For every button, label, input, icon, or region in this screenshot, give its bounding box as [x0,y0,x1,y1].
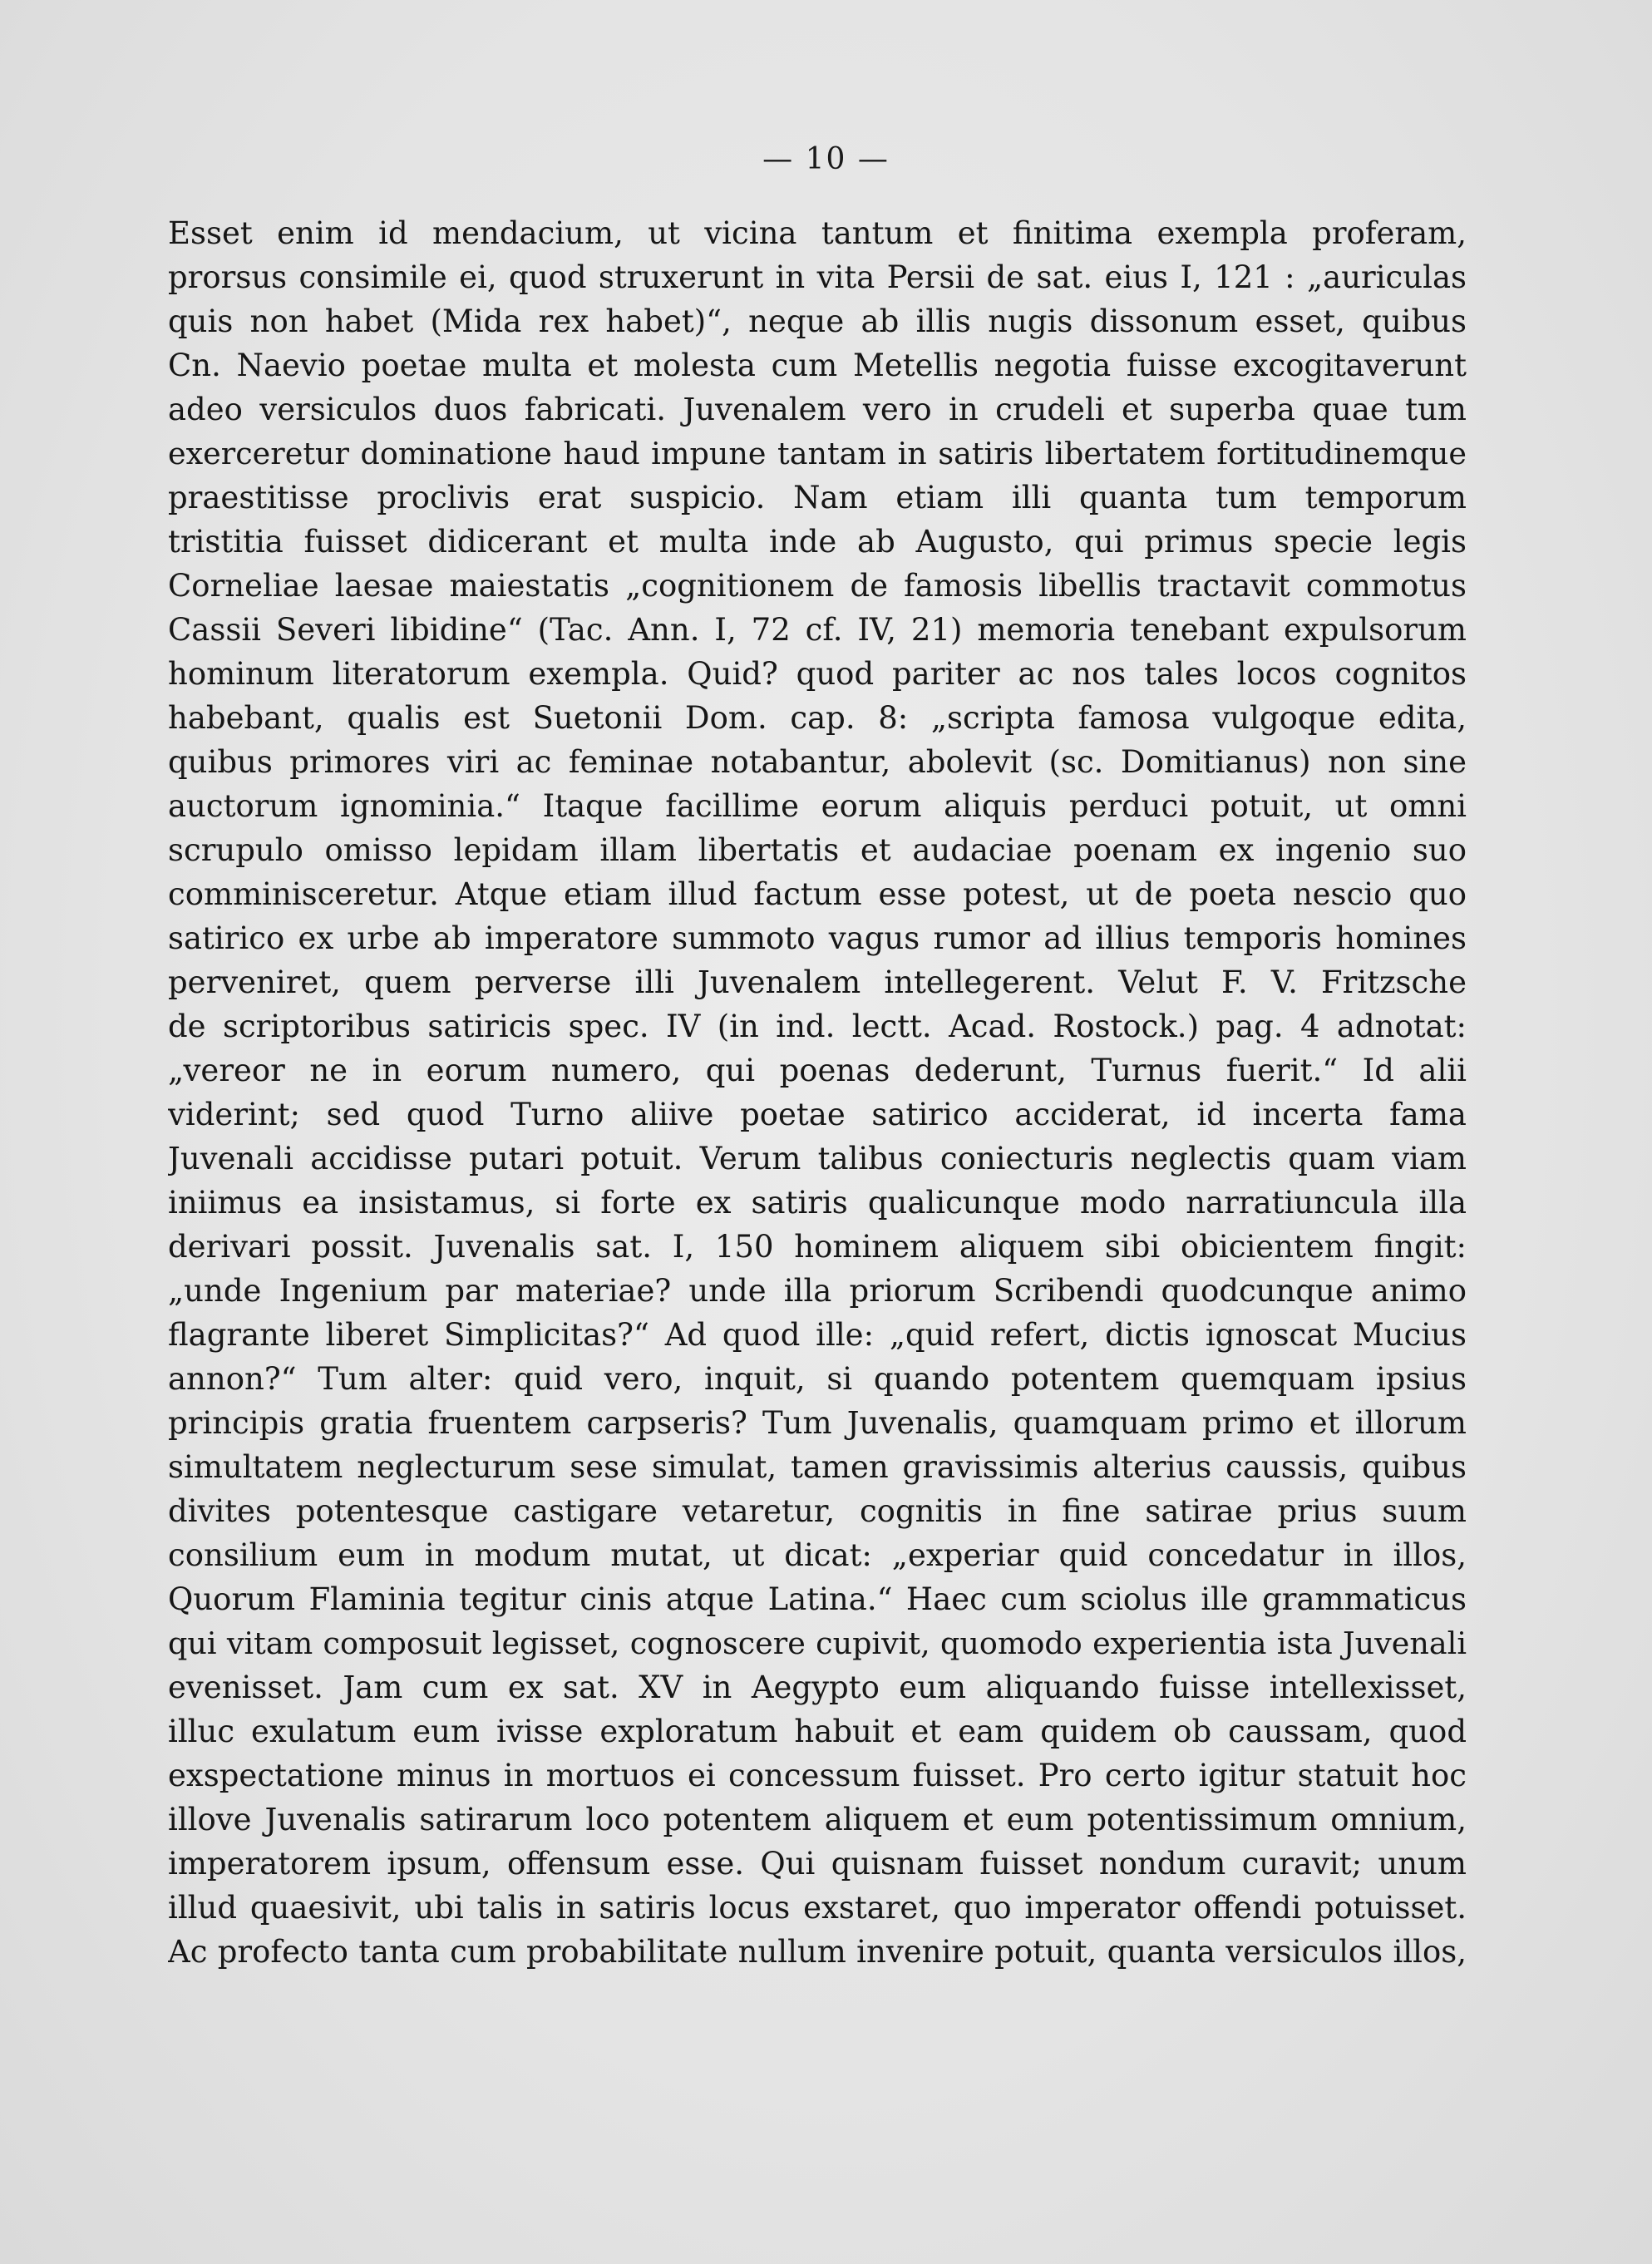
text-line: scrupulo omisso lepidam illam libertatis et audaciae poenam ex ingenio suo [168,832,1467,868]
text-line: viderint; sed quod Turno aliive poetae satirico acciderat, id incerta fama [168,1097,1467,1132]
text-line: prorsus consimile ei, quod struxerunt in vita Persii de sat. eius I, 121 : „auriculas [168,259,1467,295]
text-line: Quorum Flaminia tegitur cinis atque Latina.“ Haec cum sciolus ille grammaticus [168,1581,1467,1617]
text-line: de scriptoribus satiricis spec. IV (in ind. lectt. Acad. Rostock.) pag. 4 adnotat: [168,1009,1467,1044]
text-line: Cassii Severi libidine“ (Tac. Ann. I, 72 cf. IV, 21) memoria tenebant expulsorum [168,612,1467,648]
text-line: consilium eum in modum mutat, ut dicat: „experiar quid concedatur in illos, [168,1537,1467,1573]
text-line: principis gratia fruentem carpseris? Tum Juvenalis, quamquam primo et illorum [168,1405,1467,1441]
text-line: satirico ex urbe ab imperatore summoto vagus rumor ad illius temporis homines [168,920,1467,956]
page-number: — 10 — [762,142,890,176]
text-line: annon?“ Tum alter: quid vero, inquit, si quando potentem quemquam ipsius [168,1361,1467,1397]
text-line: Corneliae laesae maiestatis „cognitionem de famosis libellis tractavit commotus [168,568,1467,604]
text-line: praestitisse proclivis erat suspicio. Nam etiam illi quanta tum temporum [168,480,1467,515]
text-line: auctorum ignominia.“ Itaque facillime eorum aliquis perduci potuit, ut omni [168,788,1467,824]
text-line: derivari possit. Juvenalis sat. I, 150 hominem aliquem sibi obicientem fingit: [168,1229,1467,1265]
text-line: illuc exulatum eum ivisse exploratum habuit et eam quidem ob caussam, quod [168,1714,1467,1749]
text-line: Juvenali accidisse putari potuit. Verum talibus coniecturis neglectis quam viam [168,1141,1467,1176]
text-line: Cn. Naevio poetae multa et molesta cum Metellis negotia fuisse excogitaverunt [168,348,1467,383]
text-line: qui vitam composuit legisset, cognoscere cupivit, quomodo experientia ista Juvenali [168,1625,1467,1661]
text-line: adeo versiculos duos fabricati. Juvenalem vero in crudeli et superba quae tum [168,392,1467,427]
text-line: comminisceretur. Atque etiam illud factum esse potest, ut de poeta nescio quo [168,876,1467,912]
text-line: „unde Ingenium par materiae? unde illa priorum Scribendi quodcunque animo [168,1273,1467,1309]
body-text [168,211,1467,1974]
text-line: Ac profecto tanta cum probabilitate nullum invenire potuit, quanta versiculos illos, [168,1934,1467,1970]
text-line: habebant, qualis est Suetonii Dom. cap. 8: „scripta famosa vulgoque edita, [168,700,1467,736]
text-line: quis non habet (Mida rex habet)“, neque ab illis nugis dissonum esset, quibus [168,303,1467,339]
text-line: Esset enim id mendacium, ut vicina tantum et finitima exempla proferam, [168,215,1467,251]
text-line: flagrante liberet Simplicitas?“ Ad quod ille: „quid refert, dictis ignoscat Mucius [168,1317,1467,1353]
text-line: „vereor ne in eorum numero, qui poenas dederunt, Turnus fuerit.“ Id alii [168,1053,1467,1088]
text-line: divites potentesque castigare vetaretur, cognitis in fine satirae prius suum [168,1493,1467,1529]
text-line: exerceretur dominatione haud impune tantam in satiris libertatem fortitudinemque [168,436,1467,471]
text-line: tristitia fuisset didicerant et multa inde ab Augusto, qui primus specie legis [168,524,1467,560]
text-line: quibus primores viri ac feminae notabantur, abolevit (sc. Domitianus) non sine [168,744,1467,780]
text-line: perveniret, quem perverse illi Juvenalem intellegerent. Velut F. V. Fritzsche [168,964,1467,1000]
text-line: simultatem neglecturum sese simulat, tamen gravissimis alterius caussis, quibus [168,1449,1467,1485]
text-line: illud quaesivit, ubi talis in satiris locus exstaret, quo imperator offendi potuisset. [168,1890,1467,1926]
text-line: hominum literatorum exempla. Quid? quod pariter ac nos tales locos cognitos [168,656,1467,692]
text-line: imperatorem ipsum, offensum esse. Qui quisnam fuisset nondum curavit; unum [168,1846,1467,1882]
text-line: iniimus ea insistamus, si forte ex satiris qualicunque modo narratiuncula illa [168,1185,1467,1221]
text-line: illove Juvenalis satirarum loco potentem aliquem et eum potentissimum omnium, [168,1802,1467,1837]
text-line: exspectatione minus in mortuos ei concessum fuisset. Pro certo igitur statuit hoc [168,1758,1467,1793]
text-line: evenisset. Jam cum ex sat. XV in Aegypto eum aliquando fuisse intellexisset, [168,1670,1467,1705]
